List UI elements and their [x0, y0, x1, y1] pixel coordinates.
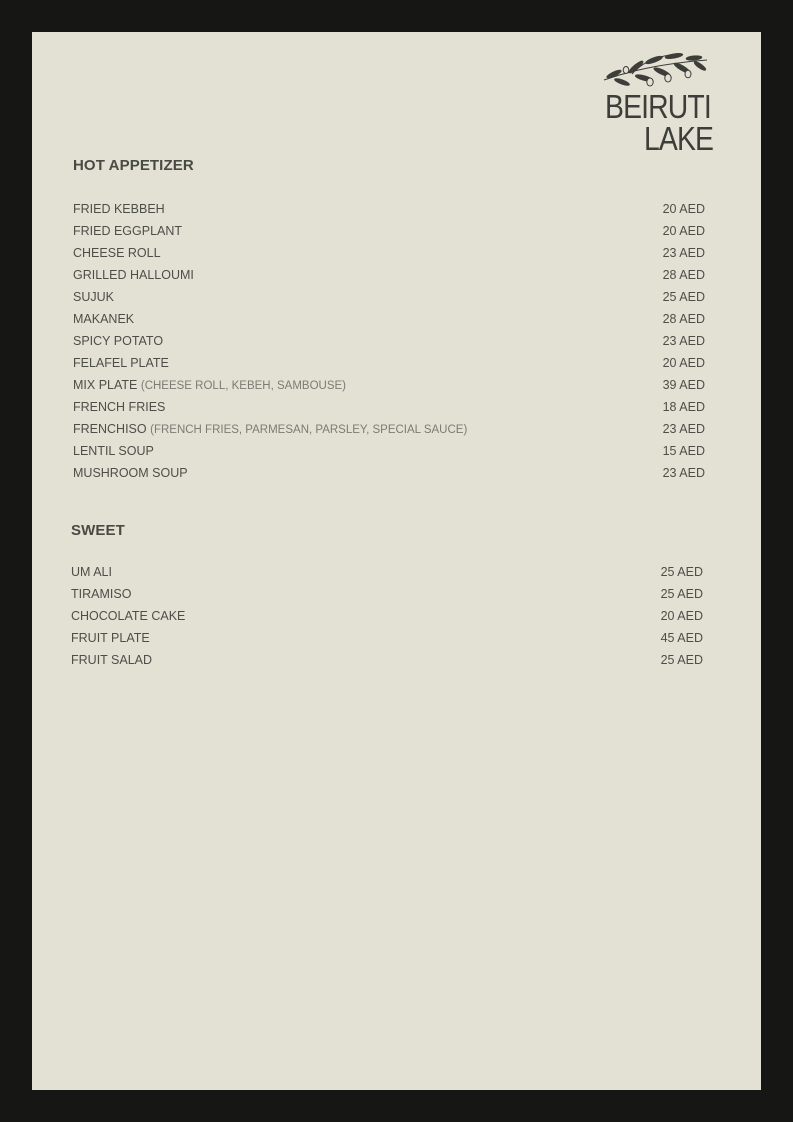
- menu-item-name: TIRAMISO: [71, 587, 132, 601]
- menu-item-price: 25 AED: [660, 653, 703, 667]
- olive-branch-icon: [602, 50, 712, 90]
- menu-item: [73, 374, 705, 396]
- menu-item-name: FRENCH FRIES: [73, 400, 166, 414]
- menu-item: [71, 627, 703, 649]
- menu-item: [71, 561, 703, 583]
- menu-item: [73, 220, 705, 242]
- menu-item-name: SUJUK: [73, 290, 114, 304]
- menu-item-price: 15 AED: [662, 444, 705, 458]
- menu-item-price: 23 AED: [662, 422, 705, 436]
- menu-item-name: FRUIT SALAD: [71, 653, 153, 667]
- hot-appetizer-list: [73, 198, 705, 484]
- section-title-hot-appetizer: HOT APPETIZER: [73, 157, 194, 174]
- menu-item-name: LENTIL SOUP: [73, 444, 154, 458]
- menu-item-name: FRENCHISO: [73, 422, 147, 436]
- menu-item: [73, 352, 705, 374]
- menu-item: [73, 330, 705, 352]
- menu-item-name: FRIED KEBBEH: [73, 202, 165, 216]
- menu-item-price: 20 AED: [662, 356, 705, 370]
- menu-item-price: 18 AED: [662, 400, 705, 414]
- menu-item-name: FRUIT PLATE: [71, 631, 150, 645]
- menu-item-name: SPICY POTATO: [73, 334, 164, 348]
- sweet-section: [71, 521, 703, 671]
- menu-item-name: MAKANEK: [73, 312, 135, 326]
- menu-item: [73, 286, 705, 308]
- menu-item-name: FELAFEL PLATE: [73, 356, 169, 370]
- menu-item: [73, 418, 705, 440]
- menu-item-price: 25 AED: [660, 565, 703, 579]
- menu-item-name: MUSHROOM SOUP: [73, 466, 188, 480]
- menu-page: [32, 32, 761, 1090]
- menu-item-name: CHEESE ROLL: [73, 246, 161, 260]
- logo-text-line1: BEIRUTI: [605, 88, 711, 125]
- menu-item: [73, 198, 705, 220]
- menu-item: [73, 242, 705, 264]
- menu-item: [73, 462, 705, 484]
- menu-item-price: 45 AED: [660, 631, 703, 645]
- brand-logo: [602, 50, 727, 157]
- menu-item-price: 20 AED: [662, 224, 705, 238]
- menu-item: [73, 440, 705, 462]
- sweet-list: [71, 561, 703, 671]
- menu-item-name: MIX PLATE: [73, 378, 138, 392]
- menu-item-price: 25 AED: [660, 587, 703, 601]
- menu-item-price: 23 AED: [662, 334, 705, 348]
- menu-item-price: 20 AED: [662, 202, 705, 216]
- menu-item: [71, 583, 703, 605]
- menu-item-price: 28 AED: [662, 268, 705, 282]
- menu-item-price: 23 AED: [662, 246, 705, 260]
- menu-item-price: 23 AED: [662, 466, 705, 480]
- menu-item-price: 39 AED: [662, 378, 705, 392]
- menu-item: [71, 649, 703, 671]
- menu-item-name: CHOCOLATE CAKE: [71, 609, 186, 623]
- menu-item: [73, 396, 705, 418]
- menu-item-description: (FRENCH FRIES, PARMESAN, PARSLEY, SPECIAL SAUCE): [150, 424, 468, 436]
- menu-item-name: UM ALI: [71, 565, 112, 579]
- menu-item: [71, 605, 703, 627]
- menu-item-price: 25 AED: [662, 290, 705, 304]
- menu-item-name: GRILLED HALLOUMI: [73, 268, 194, 282]
- menu-item-description: (CHEESE ROLL, KEBEH, SAMBOUSE): [140, 380, 346, 392]
- hot-appetizer-section: [73, 156, 705, 484]
- menu-item-name: FRIED EGGPLANT: [73, 224, 183, 238]
- section-title-sweet: SWEET: [71, 522, 125, 539]
- logo-text-line2: LAKE: [644, 120, 714, 157]
- menu-item-price: 28 AED: [662, 312, 705, 326]
- menu-item: [73, 308, 705, 330]
- menu-item-price: 20 AED: [660, 609, 703, 623]
- menu-item: [73, 264, 705, 286]
